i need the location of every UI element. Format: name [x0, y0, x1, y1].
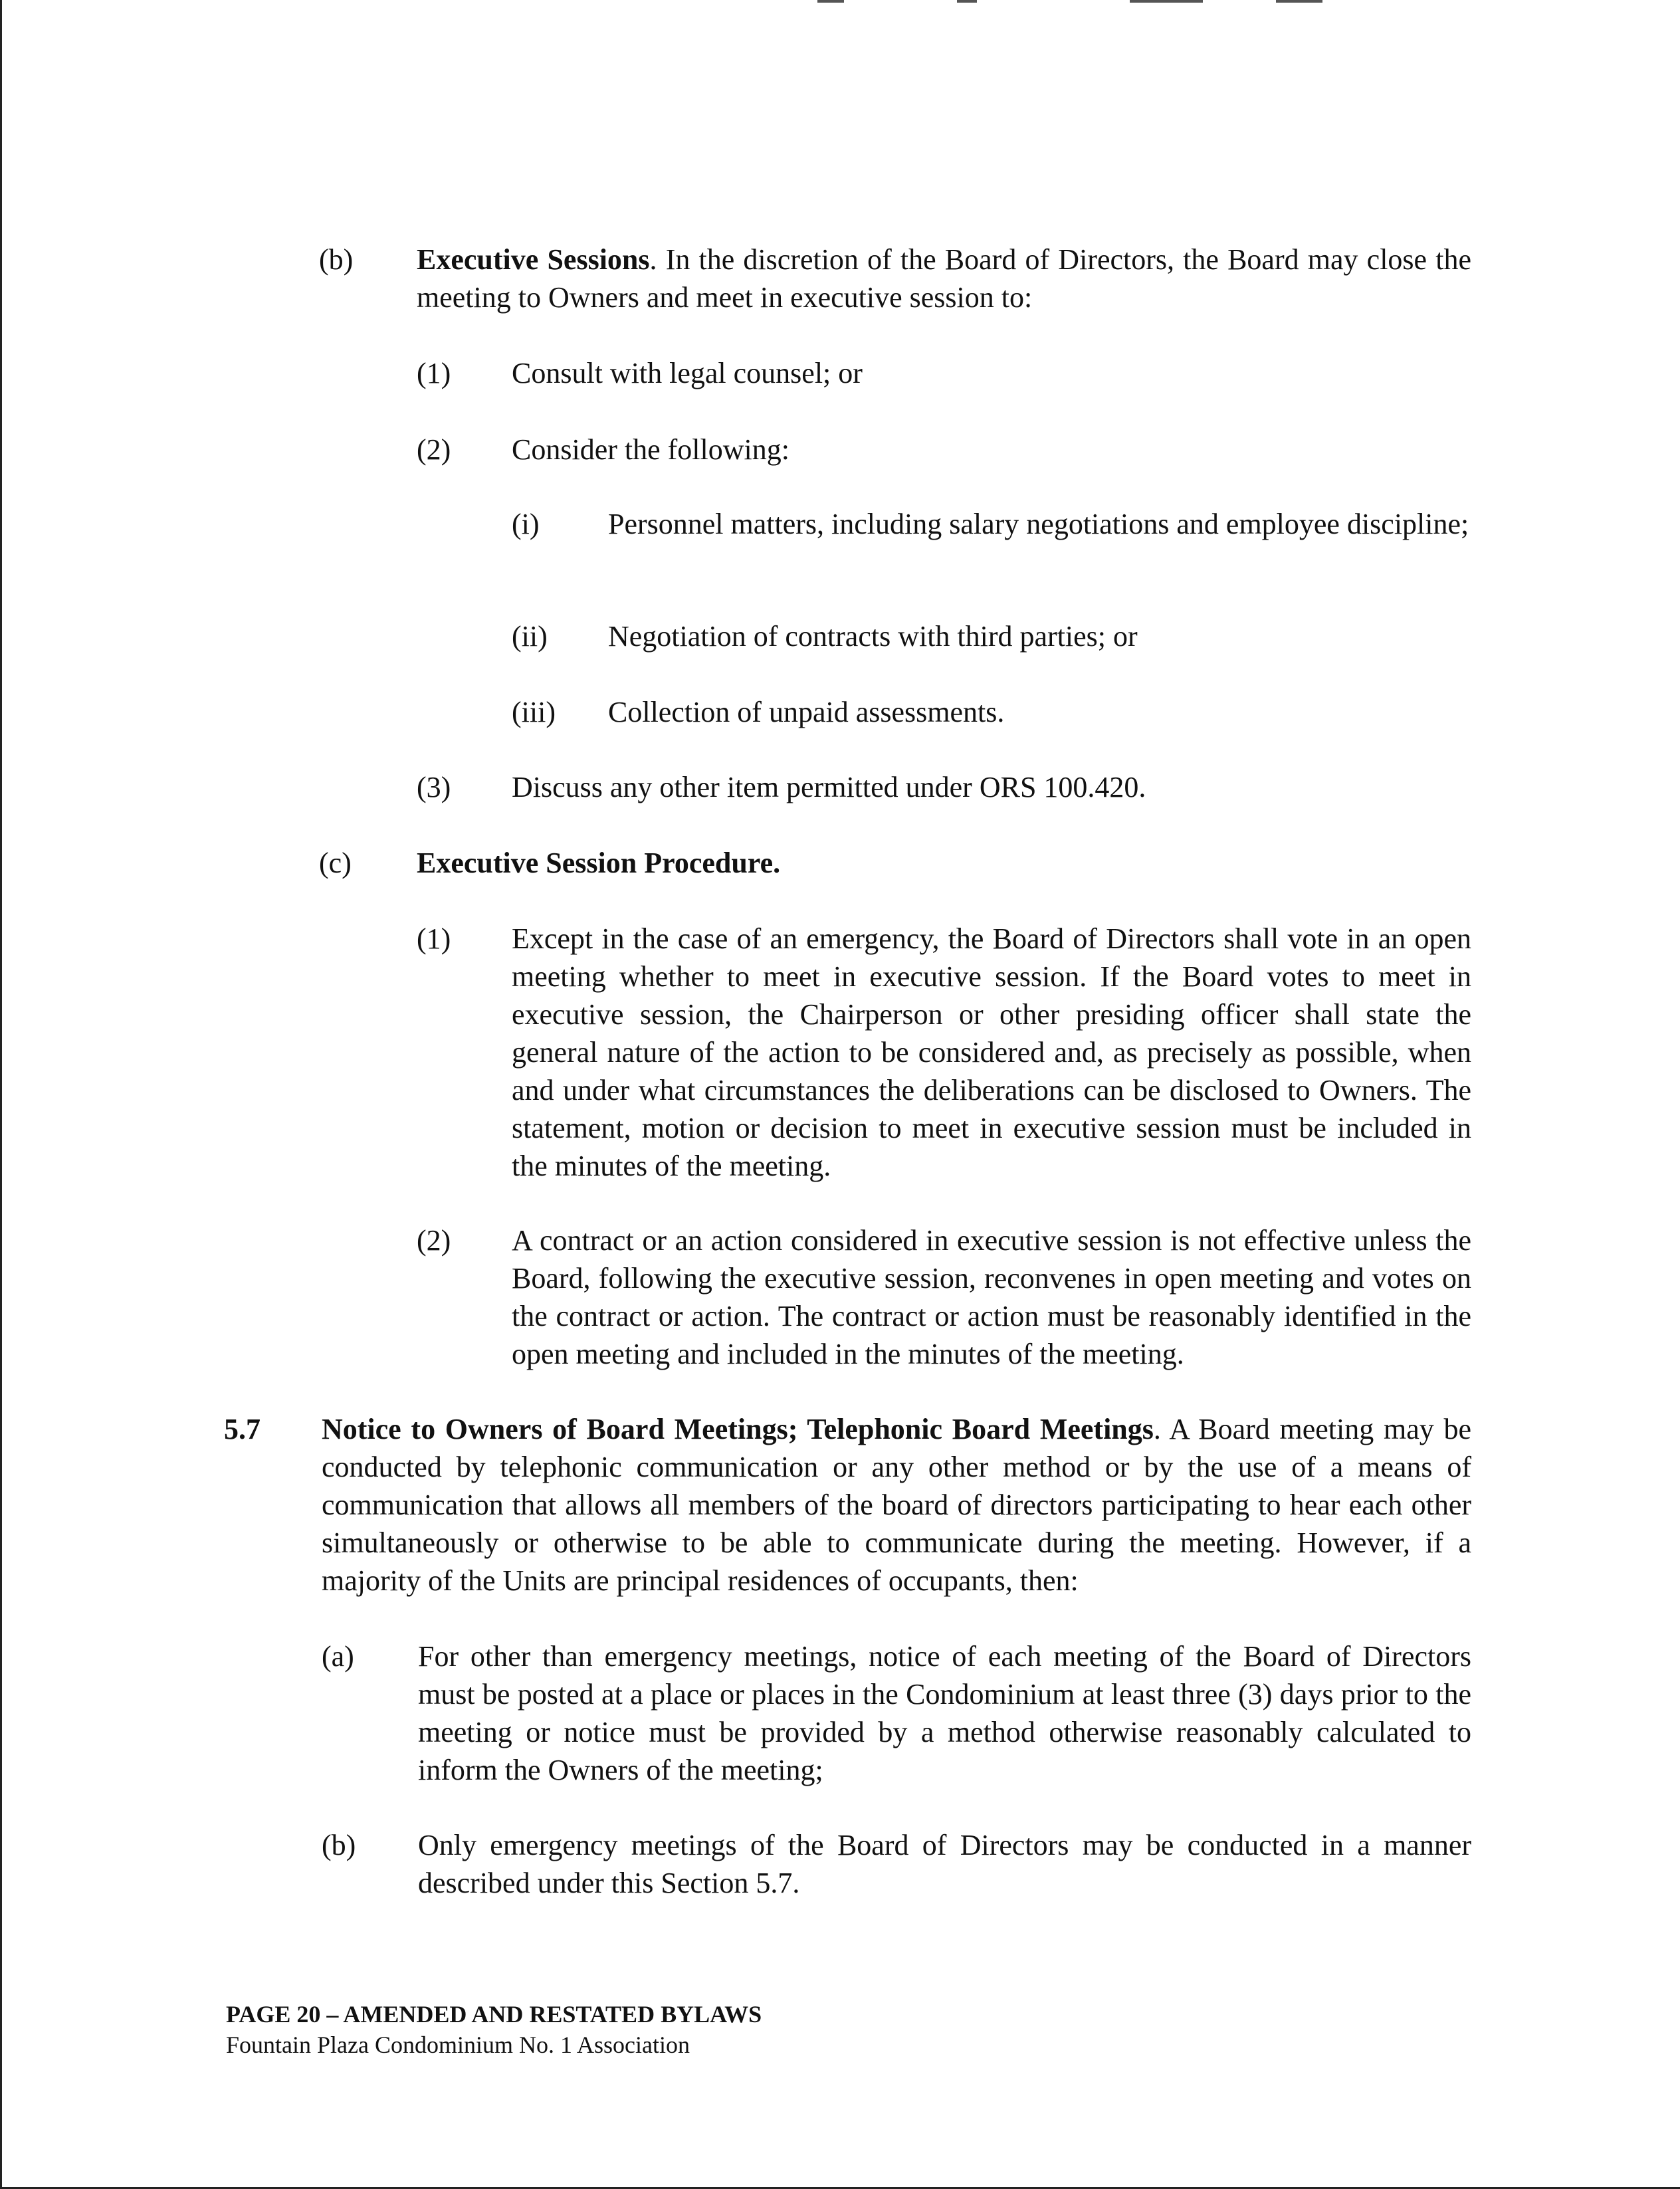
scan-speck: [1276, 0, 1322, 3]
sublist-item-text: Collection of unpaid assessments.: [608, 696, 1005, 728]
section-c-label: (c): [319, 847, 352, 879]
list-item-text: For other than emergency meetings, notice of each meeting of the Board of Directors must be posted at a place or places in the Condominium at least three (3) days prior to the meeting or notice must be provided by a method otherwise reasonably calculated to inform the Owners of the meeting;: [418, 1640, 1471, 1786]
scan-speck: [957, 0, 977, 3]
section-b-heading: Executive Sessions: [417, 243, 650, 276]
scan-speck: [1130, 0, 1203, 3]
list-item-label: (3): [417, 771, 451, 803]
list-item-text: Discuss any other item permitted under ORS 100.420.: [512, 771, 1146, 803]
list-item-label: (2): [417, 433, 451, 466]
section-b-paragraph: Executive Sessions. In the discretion of the Board of Directors, the Board may close the meeting to Owners and meet in executive session to:: [417, 243, 1471, 314]
section-b-text: In the discretion of the Board of Directors, the Board may close the meeting to Owners and meet in executive session to:: [417, 243, 1471, 314]
list-item-label: (1): [417, 922, 451, 955]
scan-edge-left: [0, 0, 2, 2189]
list-item-label: (b): [322, 1829, 356, 1861]
list-item-text: A contract or an action considered in executive session is not effective unless the Board, following the executive session, reconvenes in open meeting and votes on the contract or action. The contract or action must be reasonably identified in the open meeting and included in the minutes of the meeting.: [512, 1224, 1471, 1370]
scan-speck: [817, 0, 844, 3]
list-item-text: Except in the case of an emergency, the Board of Directors shall vote in an open meeting whether to meet in executive session. If the Board votes to meet in executive session, the Chairperson or other presiding officer shall state the general nature of the action to be considered and, as precisely as possible, when and under what circumstances the deliberations can be disclosed to Owners. The statement, motion or decision to meet in executive session must be included in the minutes of the meeting.: [512, 922, 1471, 1182]
list-item-label: (a): [322, 1640, 354, 1673]
section-5-7-heading: Notice to Owners of Board Meetings; Telephonic Board Meetings: [322, 1413, 1154, 1445]
list-item-text: Only emergency meetings of the Board of Directors may be conducted in a manner described under this Section 5.7.: [418, 1829, 1471, 1899]
list-item-label: (1): [417, 357, 451, 389]
sublist-item-label: (ii): [512, 620, 548, 653]
section-5-7-number: 5.7: [224, 1413, 261, 1445]
list-item-text: Consider the following:: [512, 433, 789, 466]
page-footer-title: PAGE 20 – AMENDED AND RESTATED BYLAWS: [226, 2001, 762, 2028]
sublist-item-label: (iii): [512, 696, 556, 728]
sublist-item-text: Personnel matters, including salary negotiations and employee discipline;: [608, 508, 1469, 540]
list-item-text: Consult with legal counsel; or: [512, 357, 863, 389]
sublist-item-label: (i): [512, 508, 540, 540]
list-item-label: (2): [417, 1224, 451, 1257]
page-footer-subtitle: Fountain Plaza Condominium No. 1 Association: [226, 2032, 690, 2058]
sublist-item-text: Negotiation of contracts with third parties; or: [608, 620, 1138, 653]
section-b-label: (b): [319, 243, 354, 276]
section-c-heading: Executive Session Procedure.: [417, 847, 781, 879]
section-5-7-paragraph: Notice to Owners of Board Meetings; Telephonic Board Meetings. A Board meeting may be conducted by telephonic communication or any other method or by the use of a means of communication that allows all members of the board of directors participating to hear each other simultaneously or otherwise to be able to communicate during the meeting. However, if a majority of the Units are principal residences of occupants, then:: [322, 1413, 1471, 1597]
section-5-7-text: A Board meeting may be conducted by telephonic communication or any other method or by the use of a means of communication that allows all members of the board of directors participating to hear each other simultaneously or otherwise to be able to communicate during the meeting. However, if a majority of the Units are principal residences of occupants, then:: [322, 1413, 1471, 1597]
